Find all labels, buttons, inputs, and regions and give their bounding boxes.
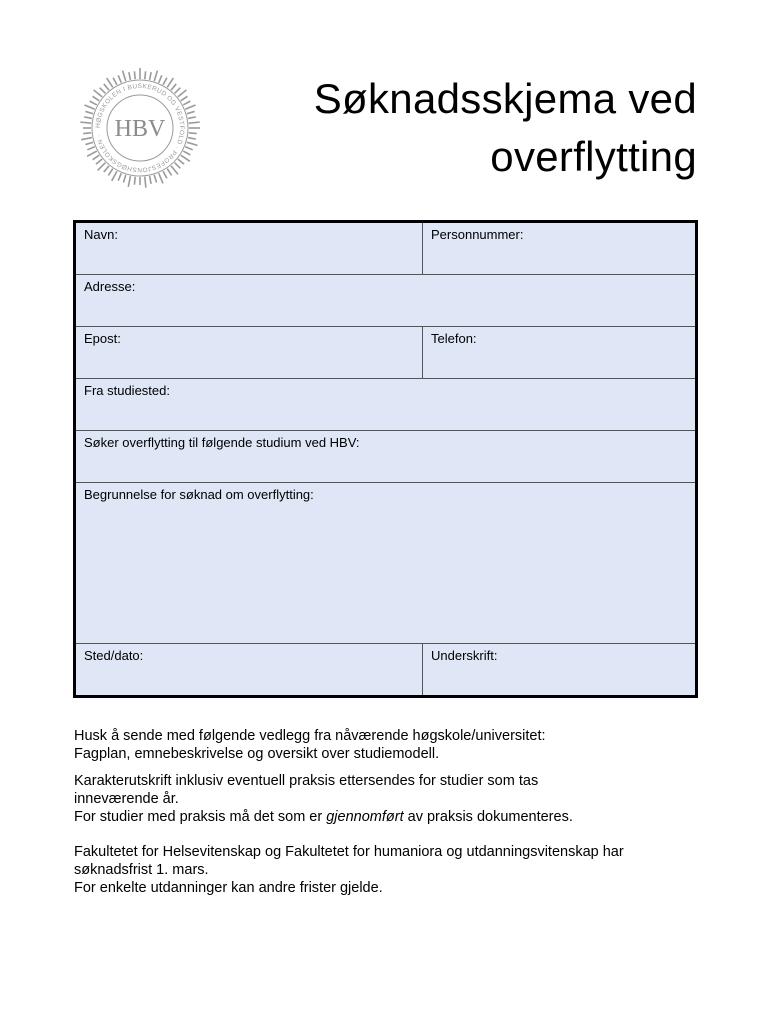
- logo-ray: [134, 177, 135, 185]
- logo-ray: [188, 138, 196, 140]
- place-date-label: Sted/dato:: [84, 648, 144, 663]
- logo-ray: [93, 155, 100, 159]
- transcript-line-3-start: For studier med praksis må det som er: [74, 809, 327, 825]
- name-label: Navn:: [84, 227, 118, 242]
- email-label: Epost:: [84, 331, 121, 346]
- transcript-line-1: Karakterutskrift inklusiv eventuell praksis ettersendes for studier som tas: [74, 773, 539, 789]
- logo-ray: [187, 142, 198, 145]
- logo-ray: [150, 72, 152, 80]
- deadline-line-1: Fakultetet for Helsevitenskap og Fakultetet for humaniora og utdanningsvitenskap har: [74, 844, 624, 860]
- logo-ray: [167, 78, 173, 87]
- logo-ray: [183, 151, 190, 155]
- reason-label: Begrunnelse for søknad om overflytting:: [84, 487, 314, 502]
- attachments-line-2: Fagplan, emnebeskrivelse og oversikt over studiemodell.: [74, 746, 440, 762]
- logo-ray: [189, 133, 197, 134]
- name-field[interactable]: [76, 223, 423, 275]
- page-title: [314, 70, 697, 186]
- logo-ray: [181, 96, 188, 100]
- logo-ray: [178, 90, 187, 97]
- logo-text: HBV: [114, 116, 166, 142]
- logo-ray: [129, 72, 131, 80]
- logo-ray: [145, 71, 146, 79]
- logo-ray: [80, 122, 91, 123]
- logo-ray: [189, 122, 200, 123]
- logo-ray: [181, 155, 190, 161]
- deadline-line-3: For enkelte utdanninger kan andre frister gjelde.: [74, 880, 383, 896]
- emphasis-gjennomfort: gjennomført: [326, 809, 404, 825]
- logo-ray: [134, 71, 135, 79]
- deadline-note: [74, 843, 714, 897]
- logo-ray: [104, 84, 109, 90]
- logo-ray: [171, 166, 178, 175]
- instructions: [74, 727, 714, 906]
- logo-ray: [163, 171, 167, 178]
- logo-ray: [163, 78, 167, 85]
- transcript-line-2: inneværende år.: [74, 791, 179, 807]
- attachments-line-1: Husk å sende med følgende vedlegg fra nåværende høgskole/universitet:: [74, 728, 546, 744]
- place-date-field[interactable]: [76, 644, 423, 695]
- logo-ray: [81, 138, 92, 140]
- logo-ray: [87, 147, 94, 150]
- logo-ray: [145, 177, 146, 188]
- title-line-2: overflytting: [490, 133, 697, 180]
- logo-ray: [183, 101, 190, 105]
- logo-ray: [93, 96, 100, 100]
- logo-ray: [167, 169, 171, 176]
- logo-ray: [188, 117, 196, 119]
- logo-ray: [128, 176, 130, 187]
- logo-ray: [98, 163, 106, 171]
- logo-ray: [118, 173, 121, 180]
- application-form: [73, 220, 698, 698]
- logo-ray: [185, 105, 195, 109]
- logo-ray: [123, 175, 125, 183]
- transcript-line-3: [74, 808, 714, 826]
- logo-ray: [90, 101, 97, 105]
- logo-ray: [87, 151, 97, 156]
- logo-ray: [185, 147, 192, 150]
- logo-ray: [118, 75, 121, 82]
- logo-ray: [85, 142, 93, 144]
- logo-ray: [84, 117, 92, 119]
- transcript-line-3-end: av praksis dokumenteres.: [403, 809, 573, 825]
- logo-ray: [100, 88, 106, 94]
- logo-ray: [94, 90, 103, 97]
- phone-label: Telefon:: [431, 331, 477, 346]
- signature-field[interactable]: [423, 644, 695, 695]
- logo-ray: [83, 133, 91, 134]
- reason-field[interactable]: [76, 483, 695, 644]
- logo-ray: [150, 176, 152, 184]
- address-field[interactable]: [76, 275, 695, 327]
- logo-ray: [187, 111, 195, 113]
- logo-ray: [108, 169, 112, 176]
- logo-ring-text: HØGSKOLEN I BUSKERUD OG VESTFOLD · PROFESJONSHØGSKOLEN ·: [94, 82, 186, 174]
- personal-number-label: Personnummer:: [431, 227, 524, 242]
- logo-ray: [171, 84, 176, 90]
- logo-ray: [175, 163, 181, 169]
- attachments-note: [74, 727, 714, 763]
- logo-ray: [175, 88, 181, 94]
- logo-ray: [113, 78, 117, 85]
- logo-ray: [112, 171, 117, 181]
- program-label: Søker overflytting til følgende studium ved HBV:: [84, 435, 360, 450]
- logo-ray: [154, 71, 157, 82]
- email-field[interactable]: [76, 327, 423, 379]
- phone-field[interactable]: [423, 327, 695, 379]
- signature-label: Underskrift:: [431, 648, 498, 663]
- logo-ray: [154, 175, 156, 183]
- logo-ray: [96, 159, 102, 164]
- personal-number-field[interactable]: [423, 223, 695, 275]
- title-line-1: Søknadsskjema ved: [313, 75, 697, 122]
- logo-ray: [159, 75, 162, 82]
- program-field[interactable]: [76, 431, 695, 483]
- hbv-logo: [78, 66, 202, 190]
- transcript-note: [74, 772, 714, 826]
- logo-ray: [178, 159, 184, 164]
- logo-ray: [123, 71, 126, 82]
- address-label: Adresse:: [84, 279, 136, 294]
- deadline-line-2: søknadsfrist 1. mars.: [74, 862, 209, 878]
- from-institution-label: Fra studiested:: [84, 383, 170, 398]
- logo-ray: [107, 78, 113, 87]
- logo-ray: [85, 111, 93, 113]
- logo-ray: [85, 105, 95, 109]
- logo-ray: [104, 166, 109, 172]
- logo-ray: [159, 173, 163, 183]
- from-institution-field[interactable]: [76, 379, 695, 431]
